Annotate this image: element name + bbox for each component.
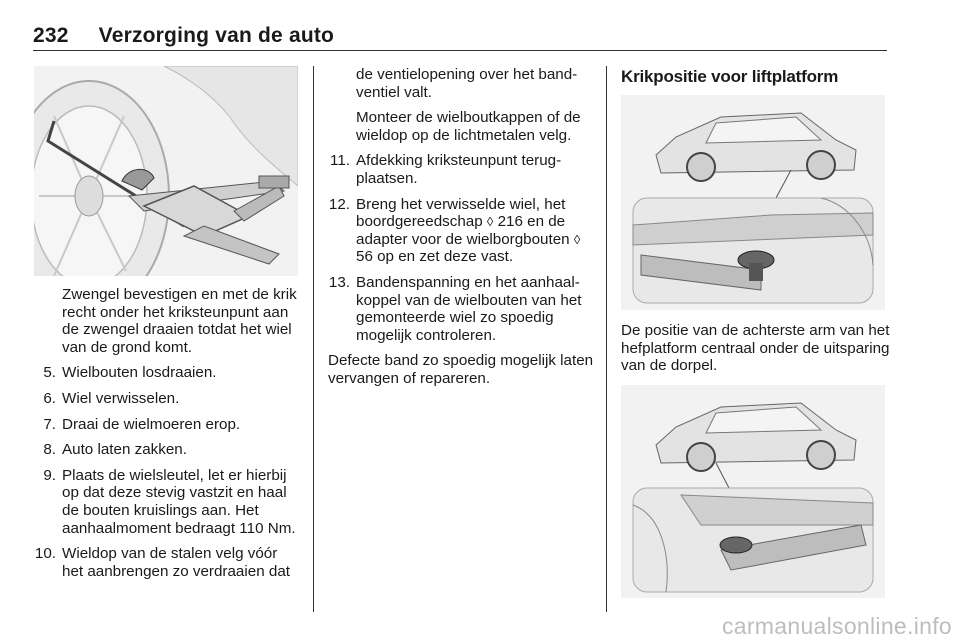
intro-text: Zwengel bevestigen en met de krik recht onder het kriksteunpunt aan de zwengel draaien totdat het wiel van de grond komt. xyxy=(62,286,297,356)
page-ref-icon: ◊ xyxy=(573,231,581,247)
step-8: 8. Auto laten zakken. xyxy=(43,441,187,459)
page-ref-56[interactable]: 56 op en zet deze vast. xyxy=(356,248,514,266)
step-10-continuation: de ventielopening over het band-ventiel valt. xyxy=(356,66,578,101)
page-title: Verzorging van de auto xyxy=(98,24,335,47)
header-rule xyxy=(33,50,887,51)
column-divider-2 xyxy=(606,66,607,612)
page-ref-icon: ◊ xyxy=(486,214,494,230)
step-9: 9. Plaats de wielsleutel, let er hierbij op dat deze stevig vastzit en haal de bouten kruislings aan. Het aanhaalmoment bedraagt 110 Nm. xyxy=(43,466,296,537)
lift-platform-illustration-1 xyxy=(621,95,885,310)
lift-platform-caption: De positie van de achterste arm van het hefplatform centraal onder de uitsparing van de dorpel. xyxy=(621,322,890,375)
page-ref-216[interactable]: 216 en de adapter voor de wielborgbouten xyxy=(356,213,570,248)
steps-list-middle xyxy=(328,152,596,344)
page-number: 232 xyxy=(33,24,69,47)
step-11: 11. Afdekking kriksteunpunt terug-plaatsen. xyxy=(330,152,562,187)
steps-list-left xyxy=(34,364,300,580)
jack-illustration xyxy=(34,66,298,276)
column-divider-1 xyxy=(313,66,314,612)
step-6: 6. Wiel verwisselen. xyxy=(43,389,180,407)
watermark: carmanualsonline.info xyxy=(721,613,952,639)
section-title: Krikpositie voor liftplatform xyxy=(621,67,839,86)
lift-platform-illustration-2 xyxy=(621,385,885,598)
page-header xyxy=(33,24,334,48)
defective-tire-note: Defecte band zo spoedig mogelijk laten vervangen of repareren. xyxy=(328,352,594,387)
step-10: 10. Wieldop van de stalen velg vóór het aanbrengen zo verdraaien dat xyxy=(34,545,290,580)
step-7: 7. Draai de wielmoeren erop. xyxy=(43,415,241,433)
step-13: 13. Bandenspanning en het aanhaal-koppel van de wielbouten van het gemonteerde wiel zo spoedig mogelijk controleren. xyxy=(328,273,582,344)
step-5: 5. Wielbouten losdraaien. xyxy=(43,364,217,382)
mounting-note: Monteer de wielboutkappen of de wieldop op de lichtmetalen velg. xyxy=(356,109,581,144)
middle-column xyxy=(328,66,596,396)
step-12: 12. Breng het verwisselde wiel, het boordgereedschap ◊ 216 en de adapter voor de wielborgbouten ◊ 56 op en zet deze vast. xyxy=(328,195,581,266)
left-column xyxy=(34,286,300,588)
